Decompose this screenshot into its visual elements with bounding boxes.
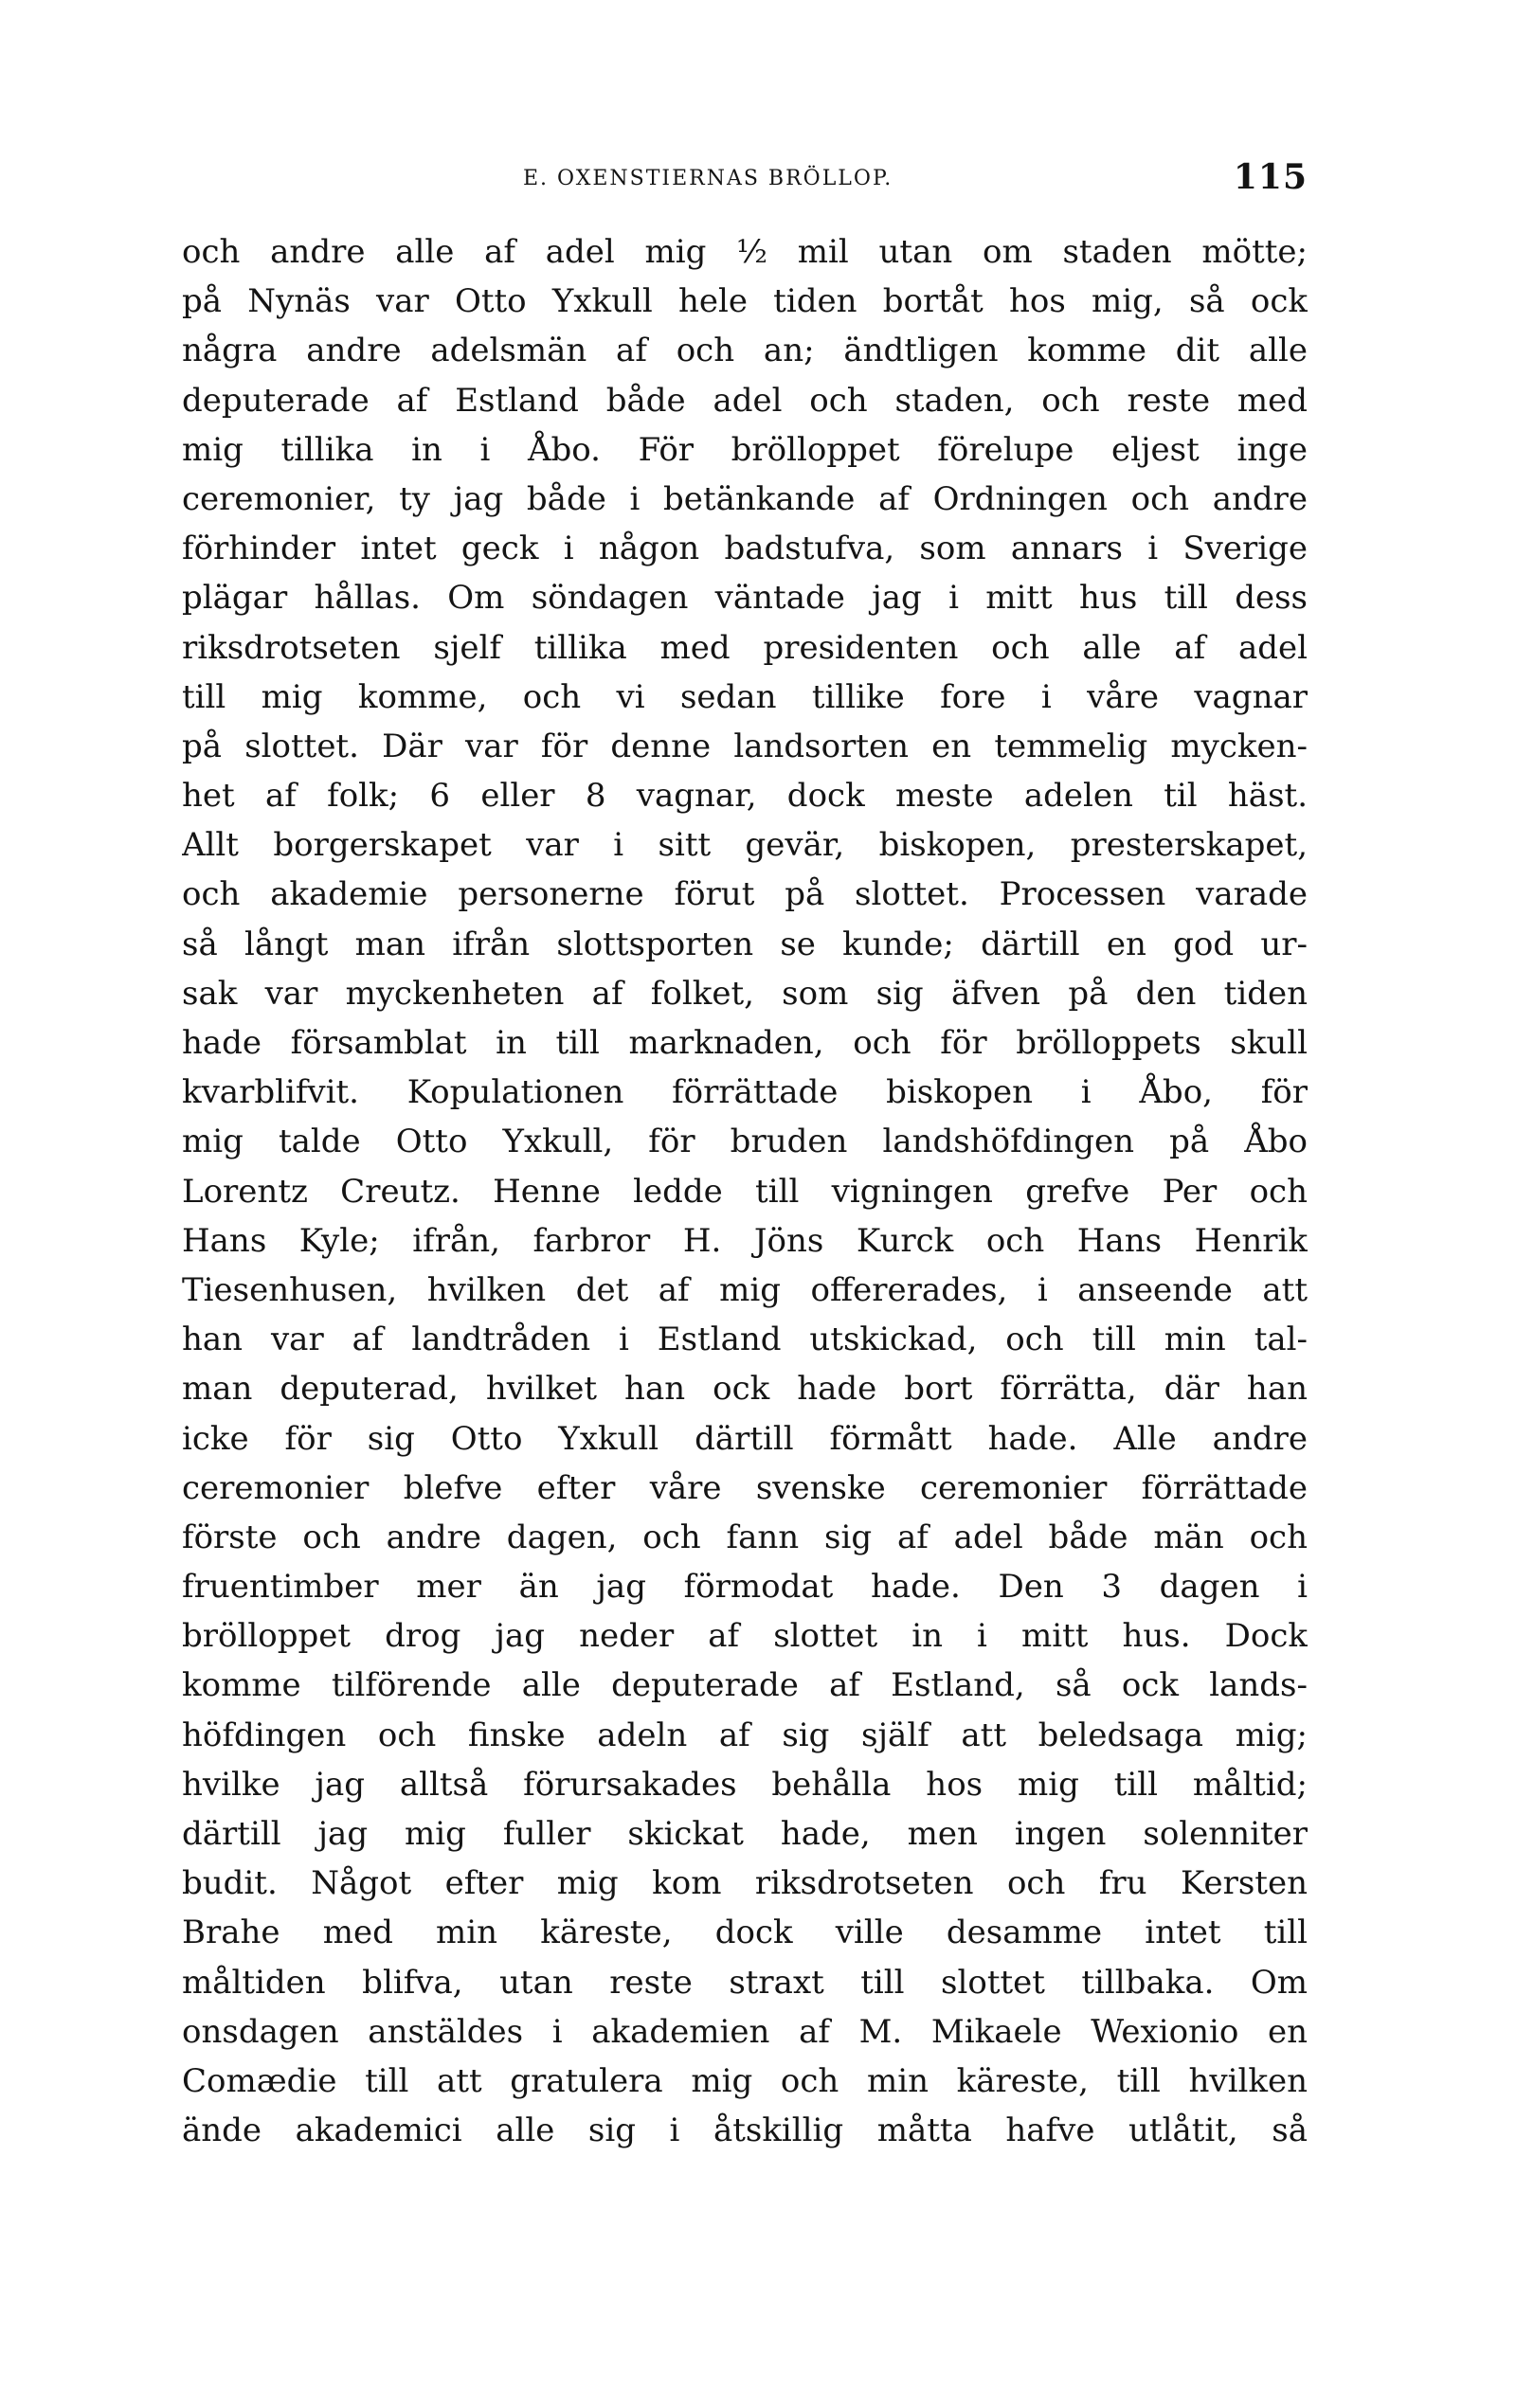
text-line: och andre alle af adel mig ½ mil utan om staden mötte; (182, 233, 1308, 271)
text-line: och akademie personerne förut på slottet. Processen varade (182, 875, 1308, 914)
running-header (182, 157, 1308, 201)
text-line: hade församblat in till marknaden, och för brölloppets skull (182, 1024, 1308, 1062)
text-line: fruentimber mer än jag förmodat hade. Den 3 dagen i (182, 1568, 1308, 1607)
text-line: till mig komme, och vi sedan tillike fore i våre vagnar (182, 677, 1308, 716)
running-title: E. OXENSTIERNAS BRÖLLOP. (523, 167, 893, 190)
text-line: på Nynäs var Otto Yxkull hele tiden bortåt hos mig, så ock (182, 282, 1308, 321)
text-line: riksdrotseten sjelf tillika med presidenten och alle af adel (182, 628, 1308, 667)
text-line: man deputerad, hvilket han ock hade bort förrätta, där han (182, 1370, 1308, 1409)
text-line: Lorentz Creutz. Henne ledde till vigningen grefve Per och (182, 1172, 1308, 1211)
text-line: komme tilförende alle deputerade af Estland, så ock lands- (182, 1666, 1308, 1705)
text-line: Tiesenhusen, hvilken det af mig offererades, i anseende att (182, 1270, 1308, 1309)
text-line: ceremonier blefve efter våre svenske ceremonier förrättade (182, 1468, 1308, 1507)
text-line: ceremonier, ty jag både i betänkande af Ordningen och andre (182, 479, 1308, 518)
text-line: förhinder intet geck i någon badstufva, som annars i Sverige (182, 530, 1308, 568)
text-line: några andre adelsmän af och an; ändtligen komme dit alle (182, 332, 1308, 370)
text-line: plägar hållas. Om söndagen väntade jag i mitt hus till dess (182, 579, 1308, 618)
text-line: icke för sig Otto Yxkull därtill förmått hade. Alle andre (182, 1419, 1308, 1458)
text-line: sak var myckenheten af folket, som sig äfven på den tiden (182, 974, 1308, 1013)
text-line: Comædie till att gratulera mig och min käreste, till hvilken (182, 2061, 1308, 2100)
text-line: mig tillika in i Åbo. För brölloppet förelupe eljest inge (182, 430, 1308, 469)
text-line: het af folk; 6 eller 8 vagnar, dock meste adelen til häst. (182, 777, 1308, 816)
text-line: hvilke jag alltså förursakades behålla hos mig till måltid; (182, 1765, 1308, 1804)
text-line: budit. Något efter mig kom riksdrotseten och fru Kersten (182, 1864, 1308, 1903)
text-line: mig talde Otto Yxkull, för bruden landshöfdingen på Åbo (182, 1123, 1308, 1161)
text-line: ände akademici alle sig i åtskillig måtta hafve utlåtit, så (182, 2111, 1308, 2150)
page-number: 115 (1233, 157, 1308, 197)
body-text (182, 227, 1308, 2155)
text-line: därtill jag mig fuller skickat hade, men ingen solenniter (182, 1815, 1308, 1853)
text-line: måltiden blifva, utan reste straxt till slottet tillbaka. Om (182, 1963, 1308, 2002)
text-line: på slottet. Där var för denne landsorten en temmelig mycken- (182, 727, 1308, 765)
text-line: Brahe med min käreste, dock ville desamme intet till (182, 1914, 1308, 1952)
text-line: deputerade af Estland både adel och staden, och reste med (182, 381, 1308, 420)
text-line: så långt man ifrån slottsporten se kunde; därtill en god ur- (182, 925, 1308, 963)
text-line: förste och andre dagen, och fann sig af adel både män och (182, 1518, 1308, 1556)
text-line: brölloppet drog jag neder af slottet in i mitt hus. Dock (182, 1617, 1308, 1656)
text-line: Hans Kyle; ifrån, farbror H. Jöns Kurck och Hans Henrik (182, 1221, 1308, 1260)
text-line: kvarblifvit. Kopulationen förrättade biskopen i Åbo, för (182, 1073, 1308, 1112)
text-line: Allt borgerskapet var i sitt gevär, biskopen, presterskapet, (182, 826, 1308, 865)
text-line: han var af landtråden i Estland utskickad, och till min tal- (182, 1321, 1308, 1359)
text-line: höfdingen och finske adeln af sig själf att beledsaga mig; (182, 1716, 1308, 1754)
text-line: onsdagen anstäldes i akademien af M. Mikaele Wexionio en (182, 2012, 1308, 2051)
